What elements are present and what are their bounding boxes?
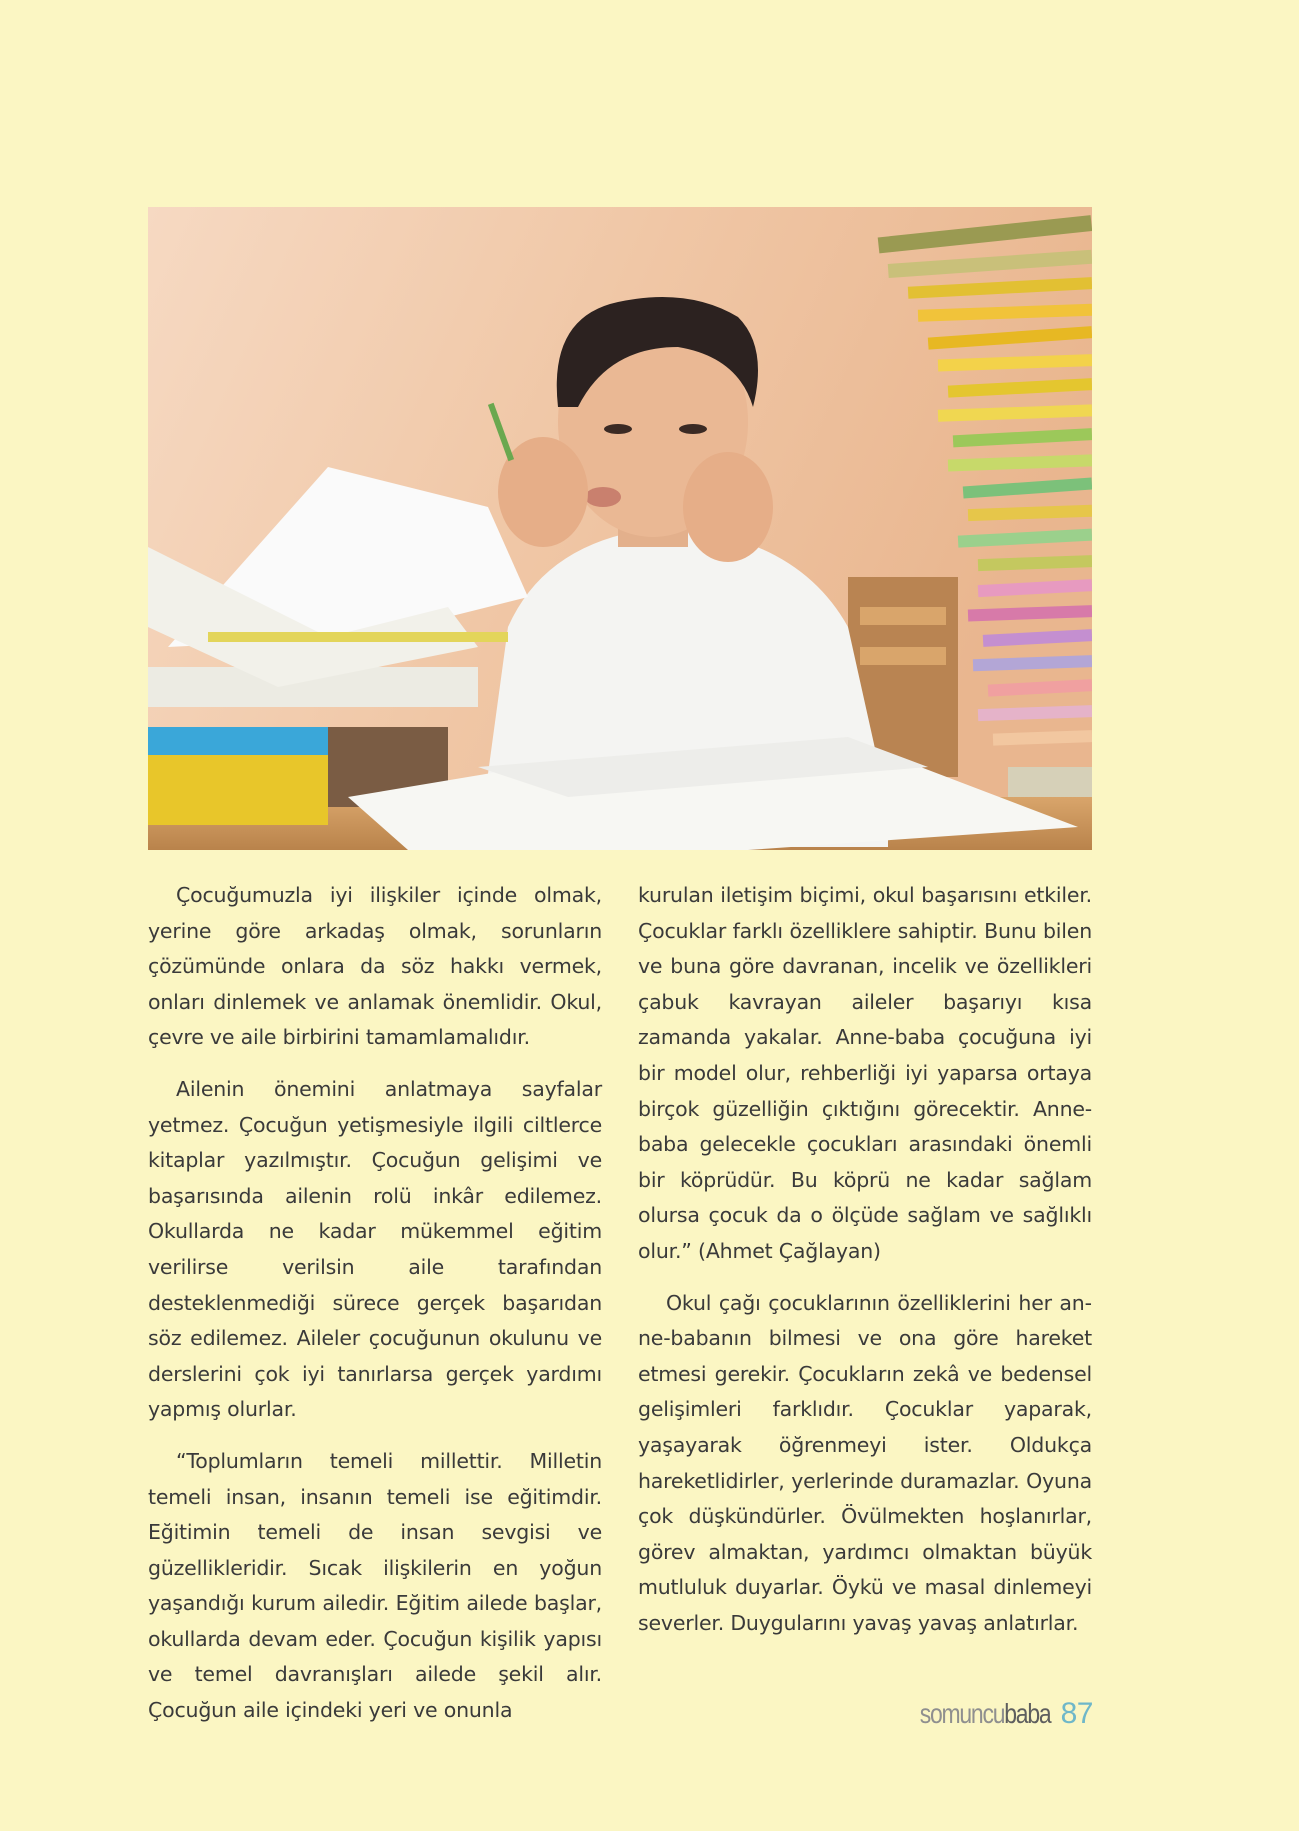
magazine-brand: [920, 1698, 1051, 1730]
brand-dark-part: baba: [1004, 1698, 1051, 1729]
paragraph-left-2: Ailenin önemini anlatmaya sayfalar yetmez. Çocuğun yetişmesiyle ilgili ciltlerce kitaplar yazılmıştır. Çocuğun gelişimi ve başarısında ailenin rolü inkâr edilemez. Okullarda ne kadar mükemmel eğitim verilirse verilsin aile tarafından desteklenmediği sürece gerçek başarıdan söz edilemez. Aileler çocuğunun okulunu ve derslerini çok iyi tanırlarsa gerçek yardımı yapmış olurlar.: [148, 1076, 602, 1422]
paragraph-left-3: “Toplumların temeli millettir. Milletin temeli insan, insanın temeli ise eğitimdir. Eğitimin temeli de insan sevgisi ve güzellikleridir. Sıcak ilişkilerin en yoğun yaşandığı kurum ailedir. Eğitim ailede başlar, okullarda devam eder. Çocuğun kişilik yapısı ve temel davranışları ailede şekil alır. Çocuğun aile içindeki yeri ve onunla: [148, 1448, 602, 1723]
paragraph-right-2: Okul çağı çocuklarının özelliklerini her anne-babanın bilmesi ve ona göre hareket etmesi gerekir. Çocukların zekâ ve bedensel gelişimleri farklıdır. Çocuklar yaparak, yaşayarak öğrenmeyi ister. Oldukça hareketlidirler, yerlerinde duramazlar. Oyuna çok düşkündürler. Övülmekten hoşlanırlar, görev almaktan, yardımcı olmaktan büyük mutluluk duyarlar. Öykü ve masal dinlemeyi severler. Duygularını yavaş yavaş anlatırlar.: [638, 1290, 1092, 1635]
left-column: [148, 878, 602, 1745]
paragraph-right-1: kurulan iletişim biçimi, okul başarısını etkiler. Çocuklar farklı özelliklere sahiptir. Bunu bilen ve buna göre davranan, incelik ve özellikleri çabuk kavrayan aileler başarıyı kısa zamanda yakalar. Anne-baba çocuğuna iyi bir model olur, rehberliği iyi yaparsa ortaya birçok güzelliğin çıktığını görecektir. Anne-baba gelecekle çocukları arasındaki önemli bir köprüdür. Bu köprü ne kadar sağlam olursa çocuk da o ölçüde sağlam ve sağlıklı olur.” (Ahmet Çağlayan): [638, 883, 1092, 1263]
brand-light-part: somuncu: [919, 1698, 1005, 1729]
right-column: [638, 878, 1092, 1657]
boy-studying-photo: [148, 207, 1092, 850]
page-number: 87: [1060, 1697, 1093, 1730]
paragraph-left-1: Çocuğumuzla iyi ilişkiler içinde olmak, yerine göre arkadaş olmak, sorunların çözümünde onlara da söz hakkı vermek, onları dinlemek ve anlamak önemlidir. Okul, çevre ve aile birbirini tamamlamalıdır.: [148, 883, 602, 1050]
page-footer: [891, 1697, 1093, 1731]
